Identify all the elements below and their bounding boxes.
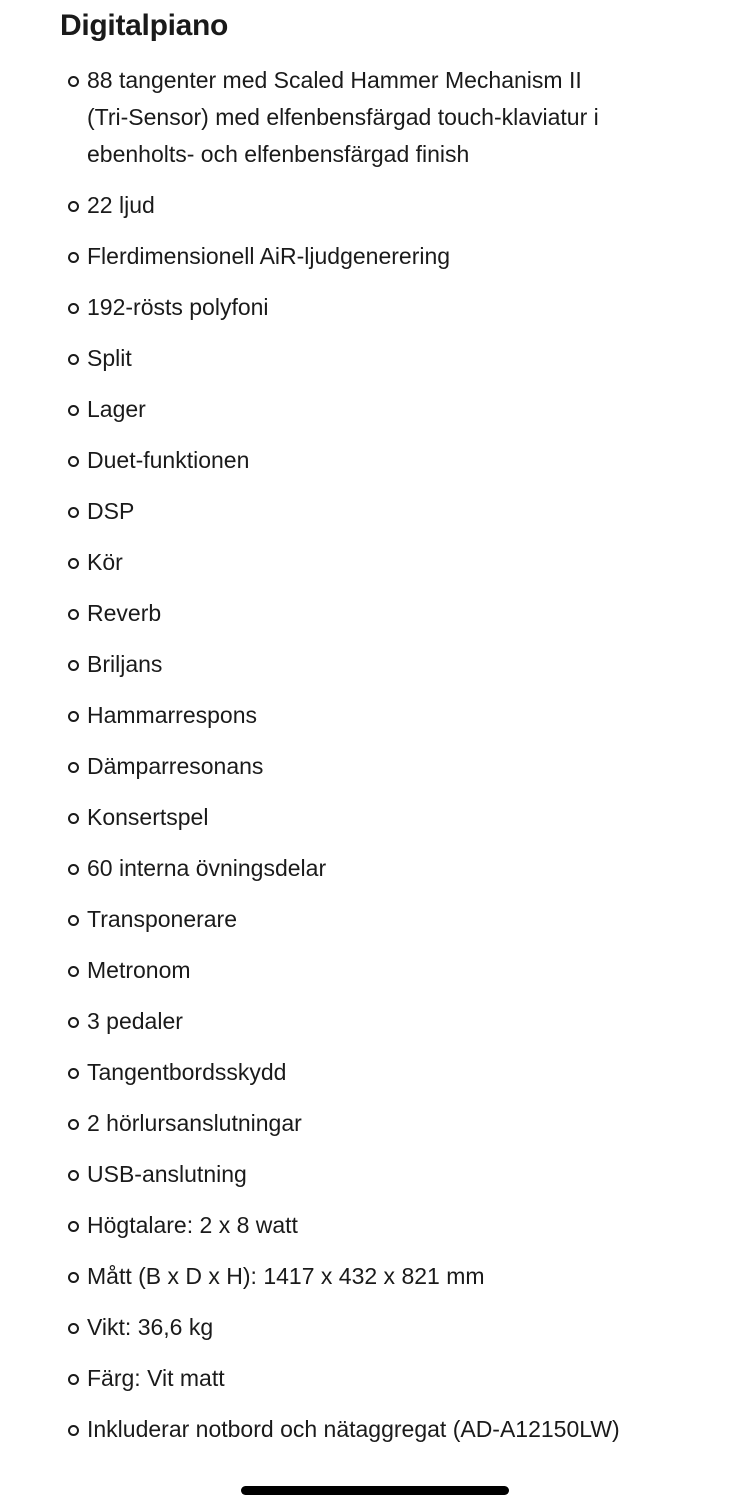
spec-item-text: 22 ljud — [87, 192, 155, 218]
bullet-icon — [68, 354, 79, 365]
bullet-icon — [68, 609, 79, 620]
spec-item — [0, 1258, 750, 1295]
spec-item-text: Lager — [87, 396, 146, 422]
bullet-icon — [68, 558, 79, 569]
spec-item — [0, 799, 750, 836]
spec-item — [0, 238, 750, 275]
bullet-icon — [68, 252, 79, 263]
spec-item — [0, 289, 750, 326]
spec-item — [0, 697, 750, 734]
bullet-icon — [68, 864, 79, 875]
spec-item — [0, 62, 750, 173]
spec-item-text: 88 tangenter med Scaled Hammer Mechanism II (Tri-Sensor) med elfenbensfärgad touch-klaviatur i ebenholts- och elfenbensfärgad finish — [87, 67, 599, 167]
spec-item-text: Konsertspel — [87, 804, 209, 830]
spec-item — [0, 1105, 750, 1142]
spec-item-text: DSP — [87, 498, 135, 524]
spec-item — [0, 595, 750, 632]
spec-item — [0, 1156, 750, 1193]
spec-item-text: Split — [87, 345, 132, 371]
spec-item — [0, 1207, 750, 1244]
spec-item-text: Högtalare: 2 x 8 watt — [87, 1212, 298, 1238]
spec-item — [0, 442, 750, 479]
bullet-icon — [68, 1374, 79, 1385]
bullet-icon — [68, 303, 79, 314]
spec-item-text: Flerdimensionell AiR-ljudgenerering — [87, 243, 451, 269]
bullet-icon — [68, 813, 79, 824]
spec-item-text: Tangentbordsskydd — [87, 1059, 287, 1085]
spec-item — [0, 493, 750, 530]
spec-item — [0, 1054, 750, 1091]
spec-item-text: Reverb — [87, 600, 162, 626]
bullet-icon — [68, 507, 79, 518]
spec-item — [0, 187, 750, 224]
home-indicator[interactable] — [241, 1486, 509, 1495]
spec-item-text: USB-anslutning — [87, 1161, 247, 1187]
bullet-icon — [68, 1017, 79, 1028]
bullet-icon — [68, 76, 79, 87]
spec-item-text: Metronom — [87, 957, 191, 983]
bullet-icon — [68, 762, 79, 773]
spec-item — [0, 901, 750, 938]
bullet-icon — [68, 1323, 79, 1334]
spec-item — [0, 391, 750, 428]
spec-item — [0, 1411, 750, 1448]
spec-item-text: Briljans — [87, 651, 163, 677]
spec-item-text: Inkluderar notbord och nätaggregat (AD-A12150LW) — [87, 1416, 620, 1442]
spec-item-text: Transponerare — [87, 906, 238, 932]
spec-item-text: Mått (B x D x H): 1417 x 432 x 821 mm — [87, 1263, 485, 1289]
bullet-icon — [68, 1170, 79, 1181]
spec-item-text: Vikt: 36,6 kg — [87, 1314, 214, 1340]
spec-item — [0, 340, 750, 377]
section-title: Digitalpiano — [60, 9, 229, 42]
spec-list — [0, 62, 750, 1462]
bullet-icon — [68, 915, 79, 926]
spec-item-text: Hammarrespons — [87, 702, 257, 728]
spec-item — [0, 748, 750, 785]
bullet-icon — [68, 201, 79, 212]
spec-item-text: Duet-funktionen — [87, 447, 250, 473]
bullet-icon — [68, 1068, 79, 1079]
bullet-icon — [68, 1119, 79, 1130]
bullet-icon — [68, 966, 79, 977]
spec-item — [0, 1360, 750, 1397]
spec-item-text: 2 hörlursanslutningar — [87, 1110, 302, 1136]
spec-item-text: 3 pedaler — [87, 1008, 183, 1034]
spec-item — [0, 952, 750, 989]
bullet-icon — [68, 1425, 79, 1436]
spec-item — [0, 1003, 750, 1040]
bullet-icon — [68, 660, 79, 671]
spec-item — [0, 850, 750, 887]
spec-item-text: 60 interna övningsdelar — [87, 855, 327, 881]
bullet-icon — [68, 1221, 79, 1232]
spec-item-text: Dämparresonans — [87, 753, 264, 779]
spec-item-text: Kör — [87, 549, 123, 575]
spec-item — [0, 1309, 750, 1346]
spec-item — [0, 544, 750, 581]
bullet-icon — [68, 456, 79, 467]
bullet-icon — [68, 405, 79, 416]
spec-item — [0, 646, 750, 683]
spec-item-text: Färg: Vit matt — [87, 1365, 225, 1391]
spec-item-text: 192-rösts polyfoni — [87, 294, 269, 320]
bullet-icon — [68, 711, 79, 722]
bullet-icon — [68, 1272, 79, 1283]
